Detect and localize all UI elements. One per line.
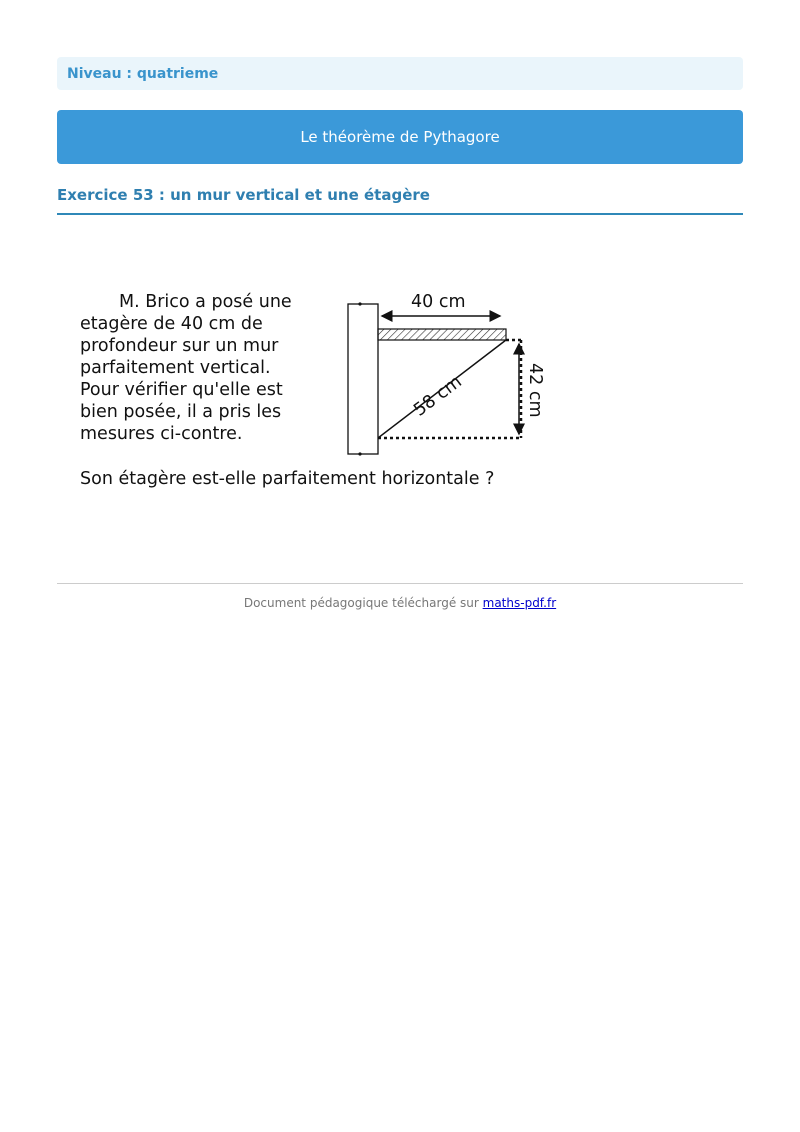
statement-line: bien posée, il a pris les	[80, 402, 282, 422]
footer-text: Document pédagogique téléchargé sur	[243, 596, 483, 610]
shelf	[378, 329, 506, 340]
footer-link[interactable]: maths-pdf.fr	[482, 596, 557, 610]
exercise-title: Exercice 53 : un mur vertical et une étagère	[57, 184, 743, 215]
wall-dot	[358, 452, 361, 455]
statement-line: Pour vérifier qu'elle est	[80, 380, 283, 400]
statement-line: M. Brico a posé une	[119, 292, 292, 312]
height-label: 42 cm	[525, 363, 545, 418]
wall	[348, 304, 378, 454]
footer	[57, 596, 743, 610]
wall-dot	[358, 302, 361, 305]
shelf-depth-label: 40 cm	[411, 292, 466, 312]
statement-line: profondeur sur un mur	[80, 336, 279, 356]
level-badge	[57, 57, 743, 90]
statement-line: parfaitement vertical.	[80, 358, 271, 378]
chapter-title: Le théorème de Pythagore	[300, 128, 500, 146]
diagonal-label: 58 cm	[410, 371, 466, 421]
level-label: Niveau : quatrieme	[67, 65, 219, 82]
exercise-figure	[72, 280, 562, 500]
chapter-banner	[57, 110, 743, 164]
statement-line: mesures ci-contre.	[80, 424, 243, 444]
question-text: Son étagère est-elle parfaitement horizontale ?	[80, 469, 495, 489]
footer-divider	[57, 583, 743, 584]
statement-line: etagère de 40 cm de	[80, 314, 263, 334]
